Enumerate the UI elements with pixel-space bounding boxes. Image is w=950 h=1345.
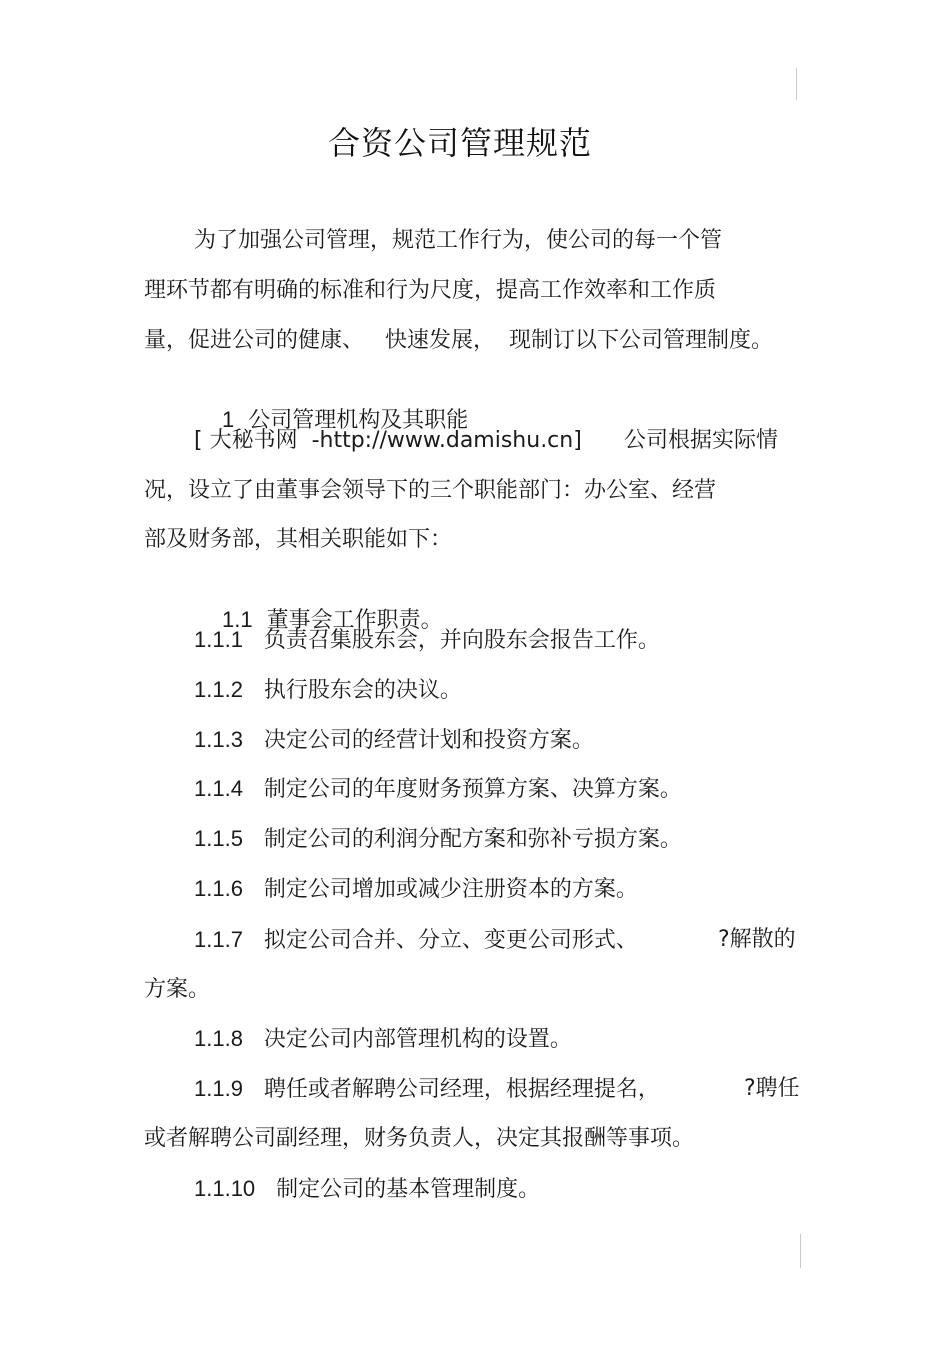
item-text: 决定公司的经营计划和投资方案。 bbox=[263, 728, 594, 753]
source-para-line-3: 部及财务部，其相关职能如下： bbox=[144, 527, 453, 552]
item-number: 1.1.5 bbox=[194, 826, 243, 851]
item-text: 拟定公司合并、分立、变更公司形式、 bbox=[263, 928, 638, 953]
list-item bbox=[194, 1074, 660, 1105]
subsection-heading-text: 董事会工作职责。 bbox=[266, 608, 443, 633]
item-text: 制定公司的基本管理制度。 bbox=[276, 1177, 541, 1202]
item-text: 聘任或者解聘公司经理，根据经理提名， bbox=[263, 1077, 660, 1102]
list-item bbox=[194, 725, 594, 756]
source-para-line-2: 况，设立了由董事会领导下的三个职能部门：办公室、经营 bbox=[144, 478, 717, 503]
item-number: 1.1.8 bbox=[194, 1026, 243, 1051]
item-number: 1.1.1 bbox=[194, 627, 243, 652]
list-item bbox=[194, 874, 638, 905]
item-number: 1.1.7 bbox=[194, 927, 243, 952]
list-item bbox=[194, 675, 462, 706]
source-para-line-1-rest: 公司根据实际情 bbox=[624, 428, 779, 453]
item-text: 制定公司的年度财务预算方案、决算方案。 bbox=[263, 777, 682, 802]
list-item bbox=[194, 1024, 572, 1055]
item-continuation: 或者解聘公司副经理，财务负责人，决定其报酬等事项。 bbox=[144, 1126, 695, 1151]
item-number: 1.1.10 bbox=[194, 1176, 256, 1201]
document-title: 合资公司管理规范 bbox=[327, 124, 592, 162]
item-tail: ?聘任 bbox=[744, 1076, 800, 1101]
item-text: 制定公司增加或减少注册资本的方案。 bbox=[263, 877, 638, 902]
item-text: 执行股东会的决议。 bbox=[263, 678, 462, 703]
item-number: 1.1.4 bbox=[194, 776, 243, 801]
item-number: 1.1.9 bbox=[194, 1076, 243, 1101]
item-number: 1.1.6 bbox=[194, 876, 243, 901]
list-item bbox=[194, 925, 638, 956]
item-continuation: 方案。 bbox=[144, 977, 211, 1002]
intro-line-1: 为了加强公司管理，规范工作行为，使公司的每一个管 bbox=[194, 228, 723, 253]
intro-line-3: 量，促进公司的健康、 快速发展， 现制订以下公司管理制度。 bbox=[144, 328, 773, 353]
item-number: 1.1.3 bbox=[194, 727, 243, 752]
page-corner-mark-bottom bbox=[800, 1234, 801, 1268]
item-tail: ?解散的 bbox=[718, 927, 796, 952]
list-item bbox=[194, 625, 660, 656]
section-number: 1 bbox=[221, 407, 235, 432]
intro-line-2: 理环节都有明确的标准和行为尺度，提高工作效率和工作质 bbox=[144, 278, 717, 303]
item-number: 1.1.2 bbox=[194, 677, 243, 702]
source-citation: [ 大秘书网 -http://www.damishu.cn] bbox=[194, 428, 582, 453]
list-item bbox=[194, 824, 682, 855]
section-heading-text: 公司管理机构及其职能 bbox=[248, 408, 469, 433]
item-text: 决定公司内部管理机构的设置。 bbox=[263, 1027, 572, 1052]
list-item bbox=[194, 1174, 540, 1205]
item-text: 制定公司的利润分配方案和弥补亏损方案。 bbox=[263, 827, 682, 852]
item-text: 负责召集股东会，并向股东会报告工作。 bbox=[263, 628, 660, 653]
subsection-number: 1.1 bbox=[221, 607, 253, 632]
page-corner-mark-top bbox=[796, 68, 797, 100]
list-item bbox=[194, 774, 682, 805]
